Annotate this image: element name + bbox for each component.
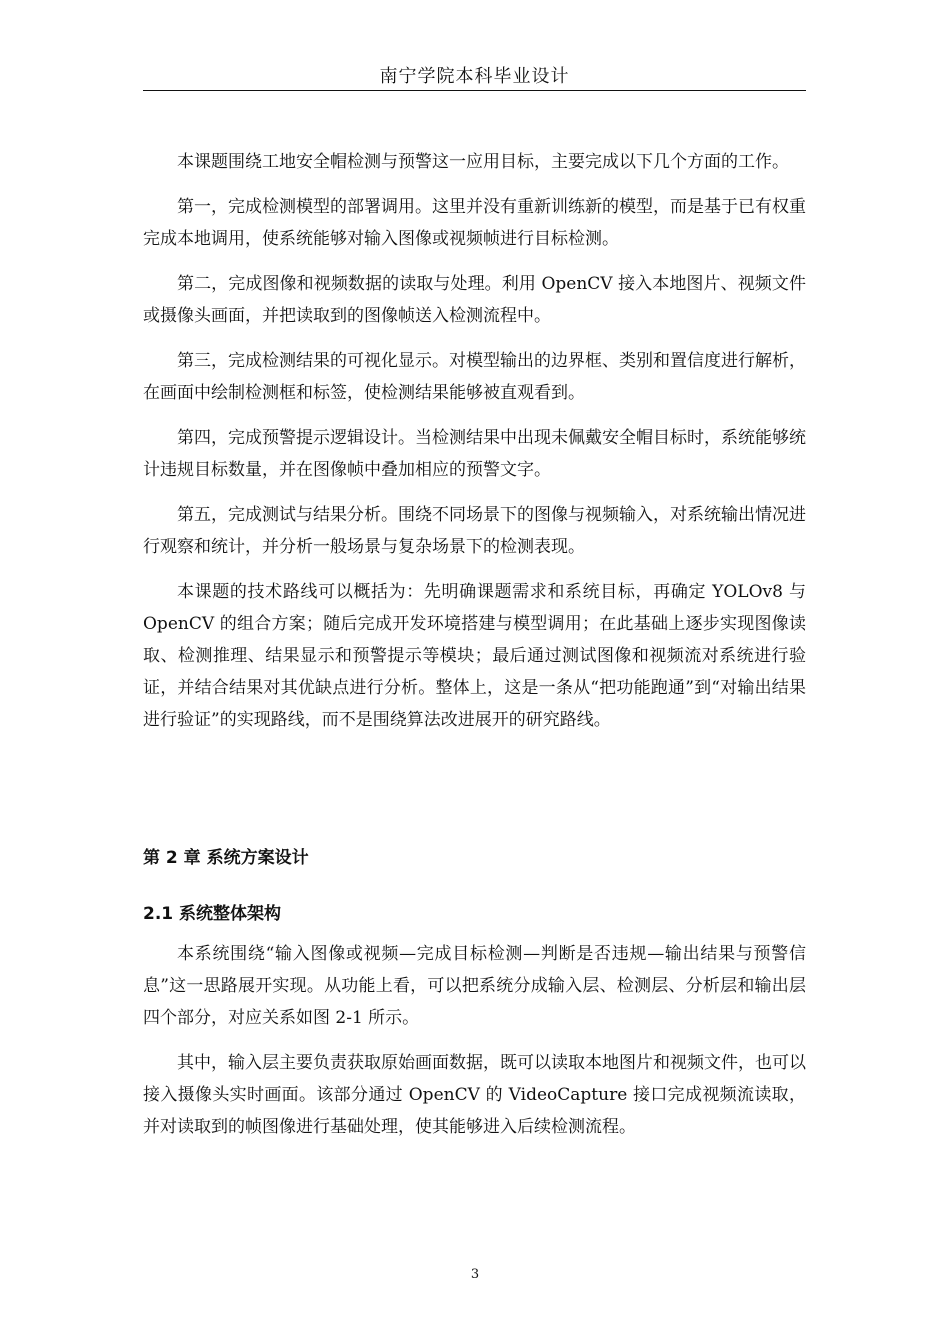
chapter-heading: 第 2 章 系统方案设计 xyxy=(143,848,309,868)
paragraph: 第一，完成检测模型的部署调用。这里并没有重新训练新的模型，而是基于已有权重完成本地调用，使系统能够对输入图像或视频帧进行目标检测。 xyxy=(143,197,806,249)
paragraph: 第三，完成检测结果的可视化显示。对模型输出的边界框、类别和置信度进行解析，在画面中绘制检测框和标签，使检测结果能够被直观看到。 xyxy=(143,351,806,403)
paragraph: 本课题围绕工地安全帽检测与预警这一应用目标，主要完成以下几个方面的工作。 xyxy=(177,152,789,172)
paragraph: 第五，完成测试与结果分析。围绕不同场景下的图像与视频输入，对系统输出情况进行观察和统计，并分析一般场景与复杂场景下的检测表现。 xyxy=(143,505,806,557)
paragraph: 本课题的技术路线可以概括为：先明确课题需求和系统目标，再确定 YOLOv8 与 OpenCV 的组合方案；随后完成开发环境搭建与模型调用；在此基础上逐步实现图像读取、检测推理、结果显示和预警提示等模块；最后通过测试图像和视频流对系统进行验证，并结合结果对其优缺点进行分析。整体上，这是一条从“把功能跑通”到“对输出结果进行验证”的实现路线，而不是围绕算法改进展开的研究路线。 xyxy=(143,582,806,730)
paragraph: 第二，完成图像和视频数据的读取与处理。利用 OpenCV 接入本地图片、视频文件或摄像头画面，并把读取到的图像帧送入检测流程中。 xyxy=(143,274,806,326)
intro-body xyxy=(143,146,806,749)
section-body xyxy=(143,938,806,1156)
section-heading: 2.1 系统整体架构 xyxy=(143,904,282,924)
paragraph: 第四，完成预警提示逻辑设计。当检测结果中出现未佩戴安全帽目标时，系统能够统计违规目标数量，并在图像帧中叠加相应的预警文字。 xyxy=(143,428,806,480)
page-number: 3 xyxy=(470,1267,480,1282)
page-header-title: 南宁学院本科毕业设计 xyxy=(379,66,570,87)
paragraph: 本系统围绕“输入图像或视频—完成目标检测—判断是否违规—输出结果与预警信息”这一思路展开实现。从功能上看，可以把系统分成输入层、检测层、分析层和输出层四个部分，对应关系如图 2-1 所示。 xyxy=(143,944,806,1028)
paragraph: 其中，输入层主要负责获取原始画面数据，既可以读取本地图片和视频文件，也可以接入摄像头实时画面。该部分通过 OpenCV 的 VideoCapture 接口完成视频流读取，并对读取到的帧图像进行基础处理，使其能够进入后续检测流程。 xyxy=(143,1053,806,1137)
header-divider xyxy=(143,90,806,91)
